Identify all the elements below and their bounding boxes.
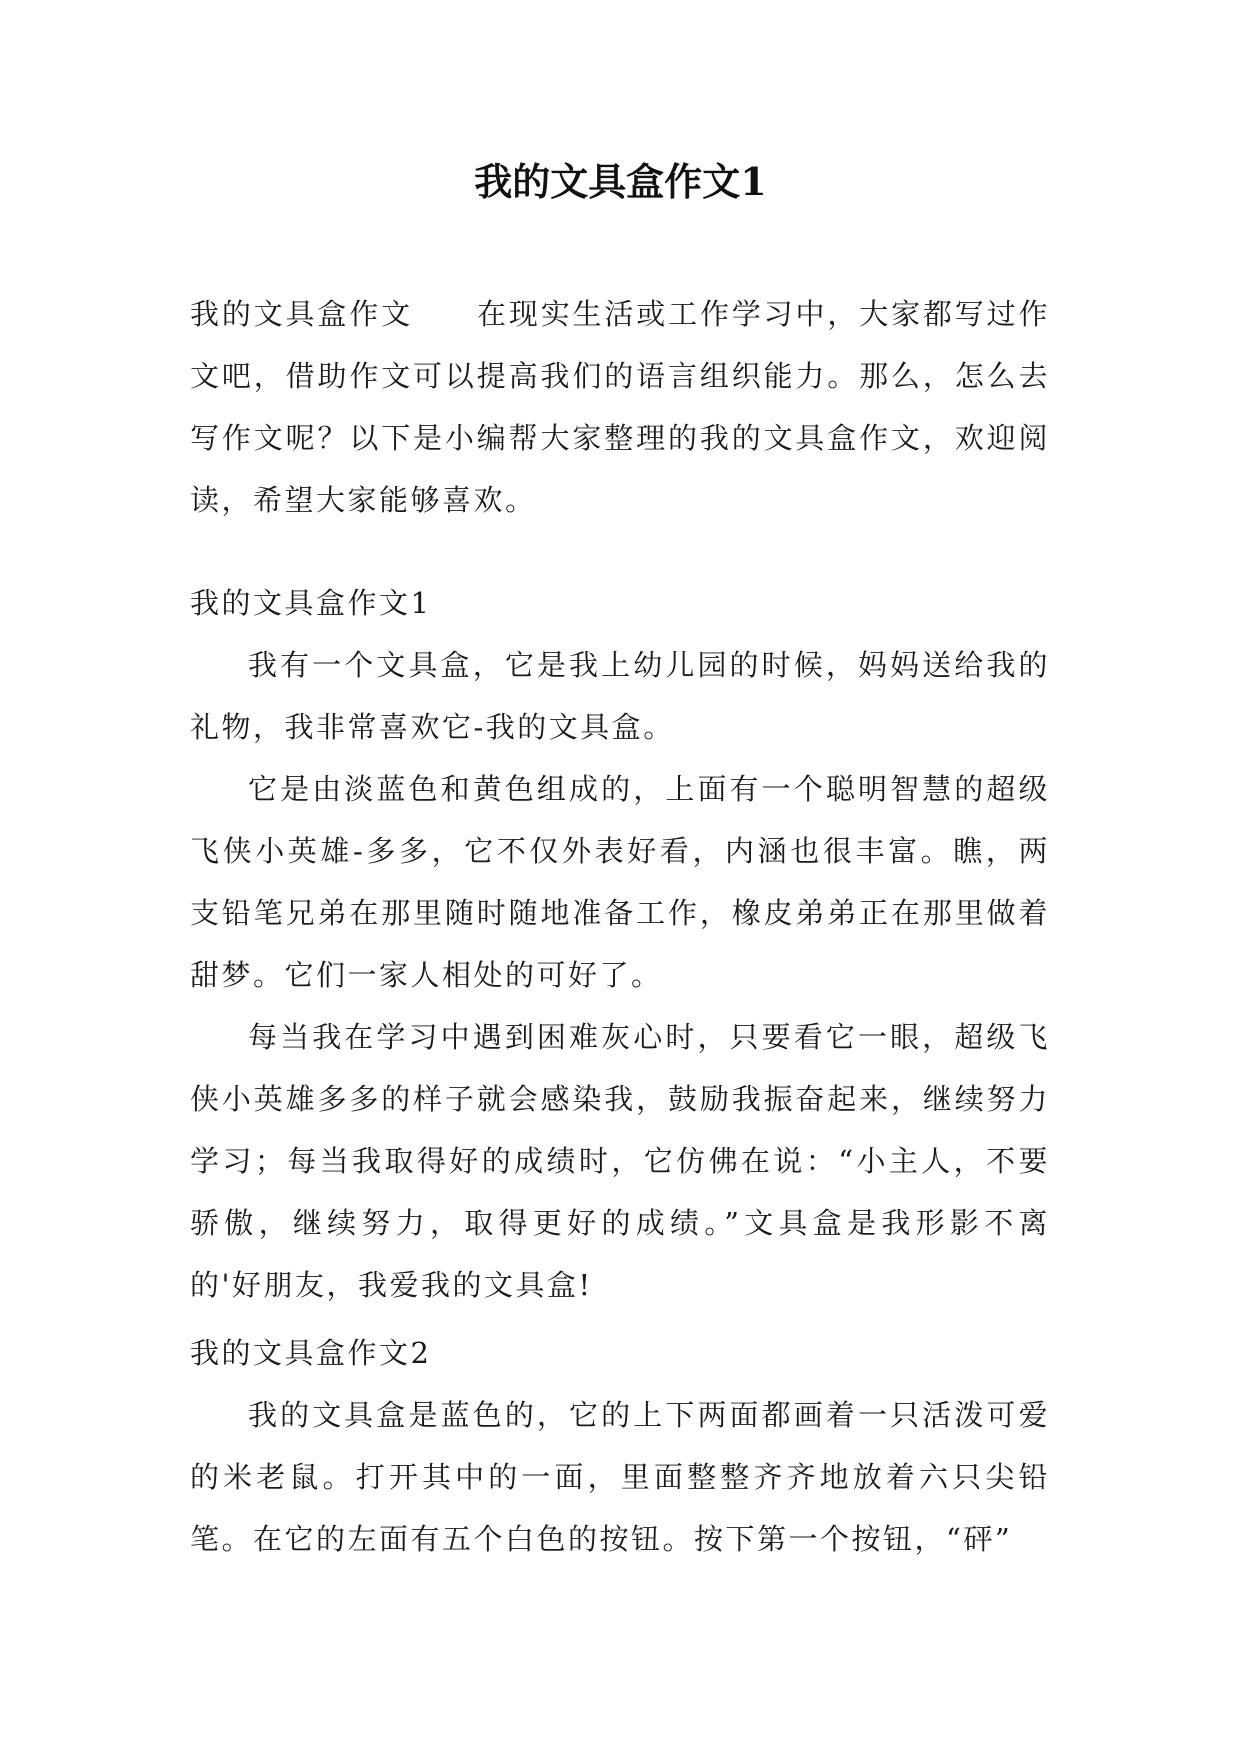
- section-1-paragraph-2: 它是由淡蓝色和黄色组成的，上面有一个聪明智慧的超级飞侠小英雄-多多，它不仅外表好看，内涵也很丰富。瞧，两支铅笔兄弟在那里随时随地准备工作，橡皮弟弟正在那里做着甜梦。它们一家人相处的可好了。: [190, 772, 1050, 992]
- section-1-paragraph-3: 每当我在学习中遇到困难灰心时，只要看它一眼，超级飞侠小英雄多多的样子就会感染我，鼓励我振奋起来，继续努力学习；每当我取得好的成绩时，它仿佛在说：“小主人，不要骄傲，继续努力，取得更好的成绩。”文具盒是我形影不离的'好朋友，我爱我的文具盒!: [190, 1020, 1050, 1302]
- intro-text: 在现实生活或工作学习中，大家都写过作文吧，借助作文可以提高我们的语言组织能力。那么，怎么去写作文呢？以下是小编帮大家整理的我的文具盒作文，欢迎阅读，希望大家能够喜欢。: [190, 297, 1050, 517]
- intro-lead: 我的文具盒作文: [190, 297, 413, 331]
- intro-paragraph: [190, 283, 1050, 531]
- section-1-body: [190, 634, 1050, 1316]
- section-2-paragraph-1: 我的文具盒是蓝色的，它的上下两面都画着一只活泼可爱的米老鼠。打开其中的一面，里面整整齐齐地放着六只尖铅笔。在它的左面有五个白色的按钮。按下第一个按钮，“砰”: [190, 1398, 1050, 1556]
- section-heading-1: 我的文具盒作文1: [190, 586, 432, 620]
- section-heading-2: 我的文具盒作文2: [190, 1336, 432, 1370]
- document-title: 我的文具盒作文1: [474, 159, 767, 204]
- section-1-paragraph-1: 我有一个文具盒，它是我上幼儿园的时候，妈妈送给我的礼物，我非常喜欢它-我的文具盒。: [190, 648, 1050, 744]
- section-2-body: [190, 1384, 1050, 1570]
